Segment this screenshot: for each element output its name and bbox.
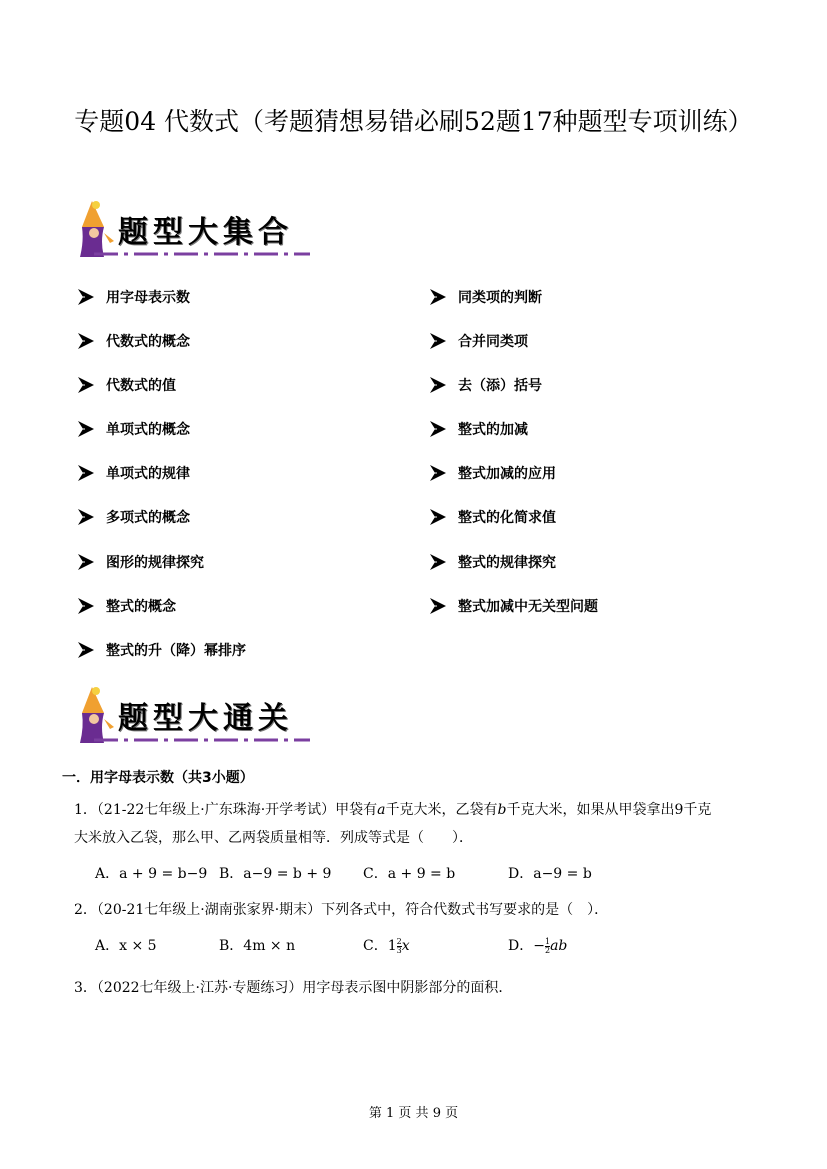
question-1-line-2: 大米放入乙袋，那么甲、乙两袋质量相等．列成等式是（ ）． [74,830,473,846]
question-text: 千克大米，乙袋有 [385,802,498,818]
banner-underline [94,737,310,743]
option-b: B．a−9 = b + 9 [219,866,332,882]
topic-item [428,286,542,308]
topic-item [428,551,556,573]
banner-underline [94,251,310,257]
option-b: B．4m × n [219,938,296,954]
topic-label: 单项式的概念 [106,422,190,438]
topic-item [76,595,176,617]
arrow-bullet-icon [428,553,448,571]
topic-label: 整式的概念 [106,599,176,615]
banner-collection [74,197,310,263]
topic-label: 整式的加减 [458,422,528,438]
arrow-bullet-icon [76,420,96,438]
topic-item [76,286,190,308]
topic-label: 去（添）括号 [458,378,542,394]
topic-item [76,551,204,573]
banner-title: 题型大集合 [118,215,293,250]
topic-item [76,418,190,440]
topic-item [428,462,556,484]
question-3: 3．（2022七年级上·江苏·专题练习）用字母表示图中阴影部分的面积． [74,980,513,996]
question-2-options [95,935,695,963]
topic-label: 代数式的值 [106,378,176,394]
arrow-bullet-icon [428,376,448,394]
fraction-numerator: 1 [544,936,551,946]
topic-item [76,639,246,661]
topic-item [428,418,528,440]
topic-label: 同类项的判断 [458,290,542,306]
arrow-bullet-icon [428,508,448,526]
question-2: 2．（20-21七年级上·湖南张家界·期末）下列各式中，符合代数式书写要求的是（ ）． [74,902,609,918]
topic-label: 整式的规律探究 [458,555,556,571]
variable-a: a [377,802,386,818]
arrow-bullet-icon [76,641,96,659]
topic-item [428,374,542,396]
topic-label: 整式加减的应用 [458,466,556,482]
option-label: D．− [508,938,545,954]
arrow-bullet-icon [76,508,96,526]
banner-title: 题型大通关 [118,701,293,736]
section-heading: 一．用字母表示数（共3小题） [62,770,254,786]
arrow-bullet-icon [76,464,96,482]
option-c [363,935,410,955]
fraction-numerator: 2 [396,936,402,946]
banner-clearance [74,683,310,749]
question-text: 1．（21-22七年级上·广东珠海·开学考试）甲袋有 [74,802,378,818]
page-footer: 第 1 页 共 9 页 [368,1106,459,1121]
question-1-options [95,863,695,891]
variable: ab [550,938,568,954]
option-d: D．a−9 = b [508,866,592,882]
variable: x [401,938,410,954]
topic-item [76,462,190,484]
option-a: A．a + 9 = b−9 [95,866,208,882]
fraction-denominator: 3 [396,945,402,955]
option-d [508,935,567,955]
arrow-bullet-icon [76,288,96,306]
topic-item [428,506,556,528]
topic-label: 代数式的概念 [106,334,190,350]
arrow-bullet-icon [428,597,448,615]
topic-label: 整式的化简求值 [458,510,556,526]
arrow-bullet-icon [428,464,448,482]
topic-item [428,330,528,352]
topic-label: 单项式的规律 [106,466,190,482]
arrow-bullet-icon [76,553,96,571]
arrow-bullet-icon [428,288,448,306]
question-text: 千克大米，如果从甲袋拿出9千克 [506,802,712,818]
question-1 [74,796,764,852]
topic-item [76,506,190,528]
fraction-denominator: 2 [544,945,551,955]
document-title: 专题04 代数式（考题猜想易错必刷52题17种题型专项训练） [74,107,753,136]
variable-b: b [497,802,507,818]
option-a: A．x × 5 [95,938,157,954]
topic-label: 整式的升（降）幂排序 [106,643,246,659]
topic-label: 合并同类项 [458,334,528,350]
topic-item [76,330,190,352]
topic-item [428,595,598,617]
option-c: C．a + 9 = b [363,866,456,882]
arrow-bullet-icon [428,332,448,350]
mixed-number-whole: 1 [387,938,397,954]
arrow-bullet-icon [76,332,96,350]
option-label: C． [363,938,388,954]
question-1-line-1 [74,796,764,824]
topic-label: 多项式的概念 [106,510,190,526]
topic-label: 用字母表示数 [106,290,190,306]
arrow-bullet-icon [76,597,96,615]
arrow-bullet-icon [428,420,448,438]
topic-item [76,374,176,396]
arrow-bullet-icon [76,376,96,394]
topic-label: 图形的规律探究 [106,555,204,571]
topic-label: 整式加减中无关型问题 [458,599,598,615]
